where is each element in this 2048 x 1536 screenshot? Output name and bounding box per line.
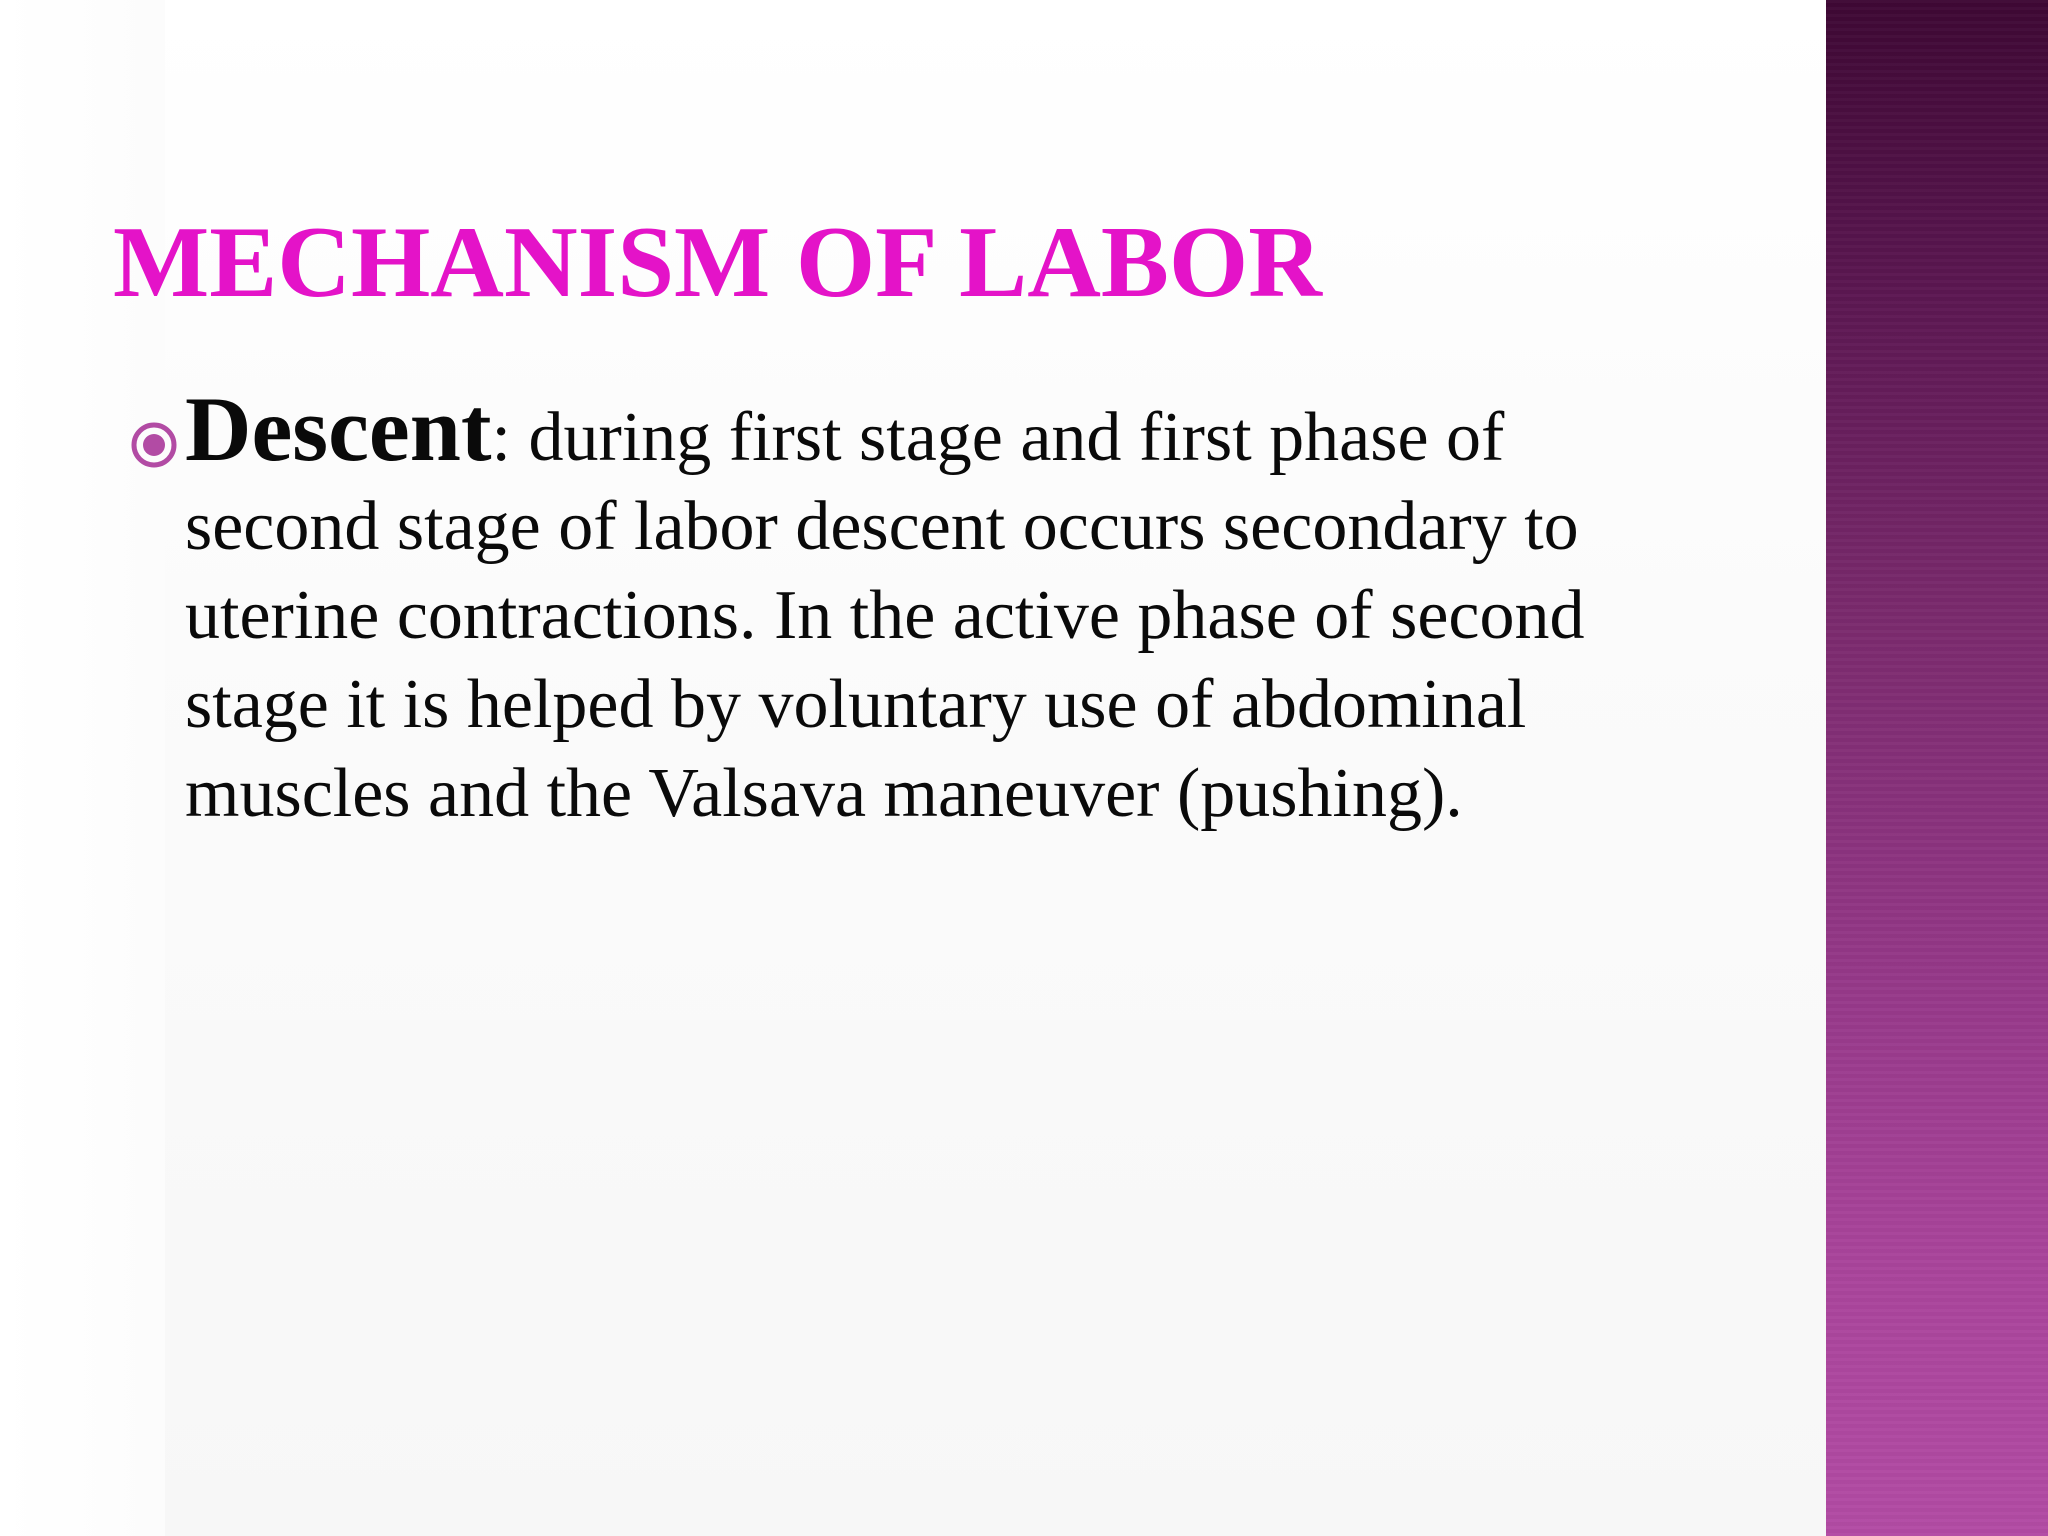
circled-dot-icon xyxy=(130,421,178,469)
bullet-term: Descent xyxy=(185,378,492,480)
decorative-side-bar xyxy=(1826,0,2048,1536)
bullet-item xyxy=(130,378,1690,838)
slide-title: MECHANISM OF LABOR xyxy=(113,206,1322,319)
bullet-description: during first stage and first phase of second stage of labor descent occurs secondary to uterine contractions. In the active phase of second stage it is helped by voluntary use of abdominal muscles and the Valsava maneuver (pushing). xyxy=(185,399,1585,832)
bullet-text xyxy=(185,378,1690,838)
bullet-separator: : xyxy=(491,399,511,476)
